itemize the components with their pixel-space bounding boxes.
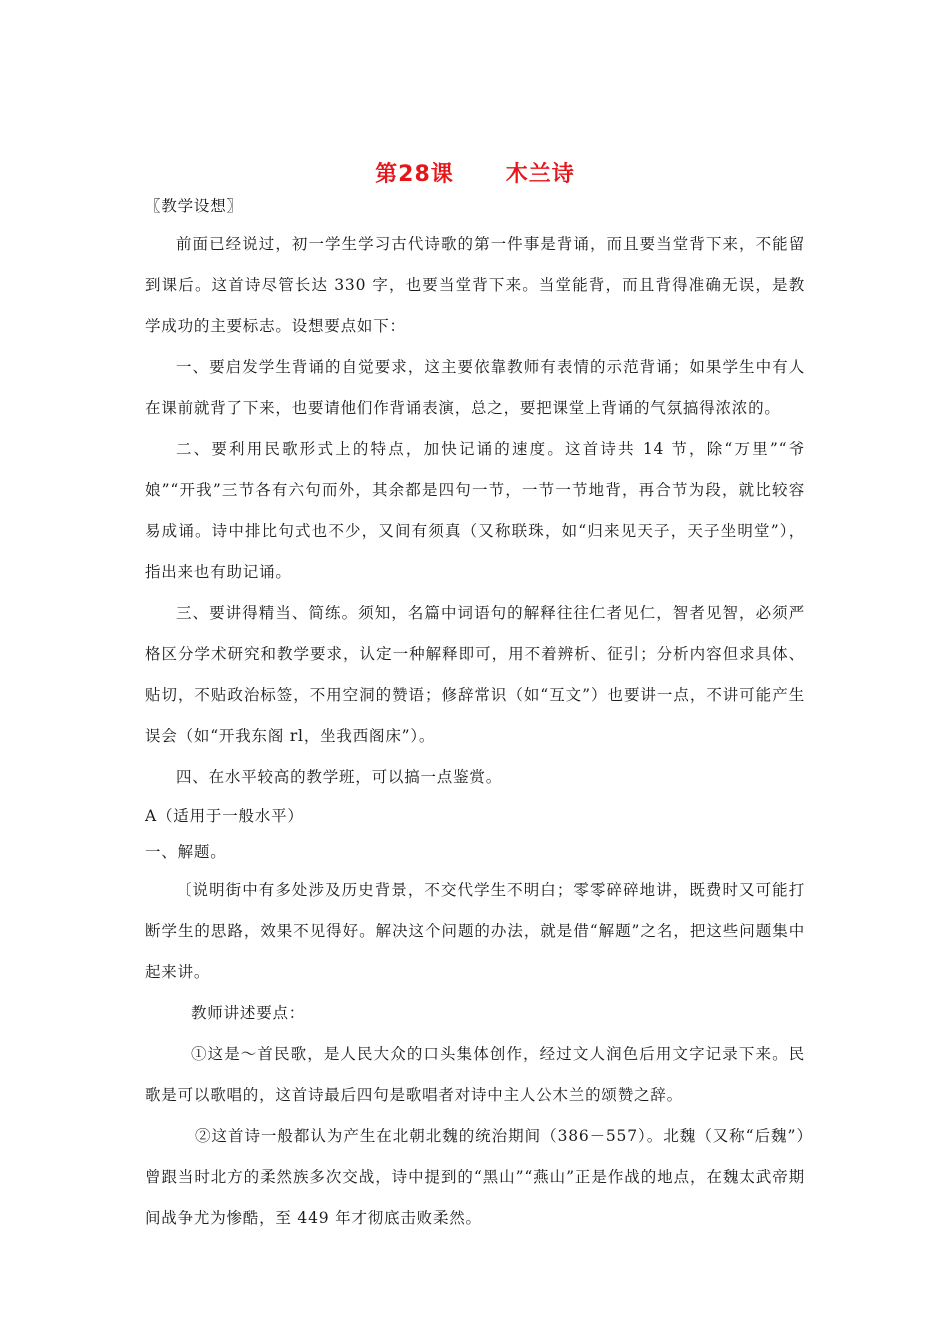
subsection-heading: 一、解题。 <box>145 843 227 861</box>
point-four-paragraph: 四、在水平较高的教学班，可以搞一点鉴赏。 <box>176 768 503 786</box>
document-body <box>145 188 805 1239</box>
lesson-number: 第28课 <box>375 162 454 187</box>
point-item-1: ①这是～首民歌，是人民大众的口头集体创作，经过文人润色后用文字记录下来。民歌是可以歌唱的，这首诗最后四句是歌唱者对诗中主人公木兰的颂赞之辞。 <box>145 1045 805 1104</box>
poem-title: 木兰诗 <box>505 162 575 187</box>
point-three-paragraph: 三、要讲得精当、简练。须知，名篇中词语句的解释往往仁者见仁，智者见智，必须严格区分学术研究和教学要求，认定一种解释即可，用不着辨析、征引；分析内容但求具体、贴切，不贴政治标签，不用空洞的赞语；修辞常识（如“互文”）也要讲一点，不讲可能产生误会（如“开我东阁 rl，坐我西阁床”）。 <box>145 604 805 745</box>
note-paragraph: 〔说明街中有多处涉及历史背景，不交代学生不明白；零零碎碎地讲，既费时又可能打断学生的思路，效果不见得好。解决这个问题的办法，就是借“解题”之名，把这些问题集中起来讲。 <box>145 881 805 981</box>
intro-paragraph: 前面已经说过，初一学生学习古代诗歌的第一件事是背诵，而且要当堂背下来，不能留到课后。这首诗尽管长达 330 字，也要当堂背下来。当堂能背，而且背得准确无误，是教学成功的主要标志。设想要点如下： <box>145 235 805 335</box>
point-item-2: ②这首诗一般都认为产生在北朝北魏的统治期间（386－557）。北魏（又称“后魏”）曾跟当时北方的柔然族多次交战，诗中提到的“黑山”“燕山”正是作战的地点，在魏太武帝期间战争尤为惨酷，至 449 年才彻底击败柔然。 <box>145 1127 805 1227</box>
point-two-paragraph: 二、要利用民歌形式上的特点，加快记诵的速度。这首诗共 14 节，除“万里”“爷娘”“开我”三节各有六句而外，其余都是四句一节，一节一节地背，再合节为段，就比较容易成诵。诗中排比句式也不少，又间有须真（又称联珠，如“归来见天子，天子坐明堂”），指出来也有助记诵。 <box>145 440 805 581</box>
point-one-paragraph: 一、要启发学生背诵的自觉要求，这主要依靠教师有表情的示范背诵；如果学生中有人在课前就背了下来，也要请他们作背诵表演，总之，要把课堂上背诵的气氛搞得浓浓的。 <box>145 358 805 417</box>
teacher-points-label: 教师讲述要点： <box>191 1004 306 1022</box>
level-label: A（适用于一般水平） <box>145 807 304 825</box>
lesson-title <box>0 158 950 192</box>
section-heading: 〖教学设想〗 <box>145 197 243 215</box>
